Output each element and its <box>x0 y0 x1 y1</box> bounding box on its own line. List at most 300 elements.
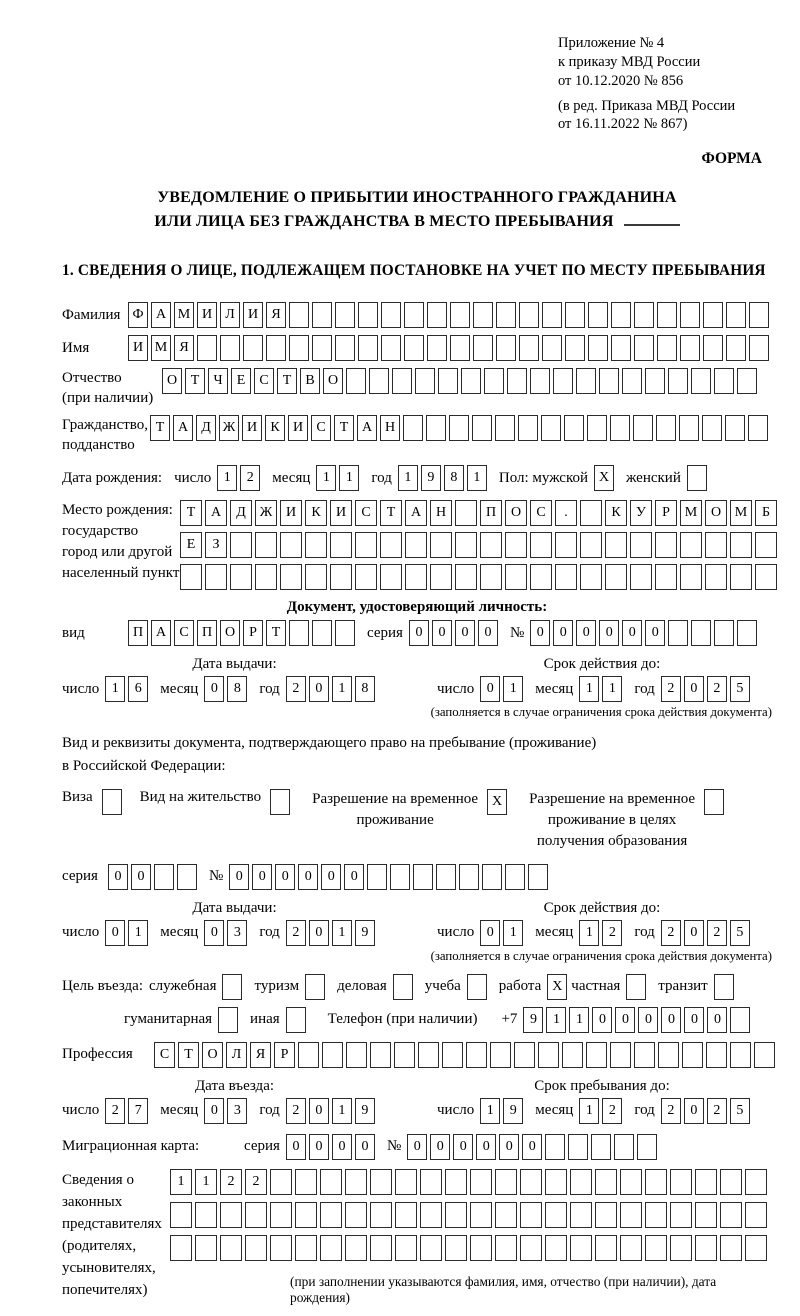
char-cell[interactable] <box>390 864 410 890</box>
char-cell[interactable]: 0 <box>105 920 125 946</box>
char-cell[interactable] <box>507 368 527 394</box>
char-cell[interactable]: Я <box>266 302 286 328</box>
char-cell[interactable] <box>472 415 492 441</box>
char-cell[interactable] <box>610 415 630 441</box>
char-cell[interactable] <box>482 864 502 890</box>
char-cell[interactable] <box>289 302 309 328</box>
char-cell[interactable] <box>737 620 757 646</box>
char-cell[interactable]: 1 <box>332 920 352 946</box>
char-cell[interactable] <box>430 532 452 558</box>
char-cell[interactable]: А <box>205 500 227 526</box>
char-cell[interactable] <box>658 1042 679 1068</box>
char-cell[interactable] <box>720 1169 742 1195</box>
char-cell[interactable] <box>455 564 477 590</box>
char-cell[interactable] <box>459 864 479 890</box>
char-cell[interactable] <box>255 532 277 558</box>
char-cell[interactable]: 2 <box>602 1098 622 1124</box>
char-cell[interactable]: X <box>547 974 567 1000</box>
char-cell[interactable]: 9 <box>503 1098 523 1124</box>
char-cell[interactable]: 1 <box>128 920 148 946</box>
char-cell[interactable] <box>670 1202 692 1228</box>
char-cell[interactable] <box>714 368 734 394</box>
char-cell[interactable] <box>748 415 768 441</box>
char-cell[interactable] <box>404 302 424 328</box>
char-cell[interactable] <box>473 302 493 328</box>
char-cell[interactable] <box>298 1042 319 1068</box>
char-cell[interactable]: 2 <box>286 1098 306 1124</box>
char-cell[interactable] <box>703 302 723 328</box>
char-cell[interactable] <box>588 302 608 328</box>
char-cell[interactable] <box>220 1235 242 1261</box>
char-cell[interactable]: 1 <box>398 465 418 491</box>
char-cell[interactable]: 2 <box>707 920 727 946</box>
char-cell[interactable] <box>381 302 401 328</box>
char-cell[interactable]: 2 <box>286 920 306 946</box>
char-cell[interactable] <box>610 1042 631 1068</box>
char-cell[interactable]: 2 <box>240 465 260 491</box>
char-cell[interactable] <box>170 1202 192 1228</box>
char-cell[interactable]: К <box>265 415 285 441</box>
char-cell[interactable]: 2 <box>707 1098 727 1124</box>
char-cell[interactable] <box>370 1169 392 1195</box>
char-cell[interactable]: 0 <box>478 620 498 646</box>
char-cell[interactable] <box>295 1169 317 1195</box>
char-cell[interactable] <box>266 335 286 361</box>
char-cell[interactable]: 0 <box>204 676 224 702</box>
char-cell[interactable] <box>725 415 745 441</box>
char-cell[interactable] <box>470 1235 492 1261</box>
char-cell[interactable] <box>312 302 332 328</box>
char-cell[interactable] <box>495 1235 517 1261</box>
char-cell[interactable]: 0 <box>332 1134 352 1160</box>
char-cell[interactable]: А <box>357 415 377 441</box>
char-cell[interactable]: 0 <box>409 620 429 646</box>
char-cell[interactable] <box>695 1169 717 1195</box>
char-cell[interactable] <box>330 564 352 590</box>
char-cell[interactable]: X <box>594 465 614 491</box>
char-cell[interactable] <box>670 1235 692 1261</box>
char-cell[interactable] <box>289 620 309 646</box>
char-cell[interactable]: 0 <box>476 1134 496 1160</box>
char-cell[interactable] <box>420 1235 442 1261</box>
char-cell[interactable]: 0 <box>661 1007 681 1033</box>
char-cell[interactable] <box>634 1042 655 1068</box>
char-cell[interactable] <box>670 1169 692 1195</box>
char-cell[interactable] <box>394 1042 415 1068</box>
char-cell[interactable] <box>749 335 769 361</box>
char-cell[interactable] <box>737 368 757 394</box>
char-cell[interactable] <box>611 302 631 328</box>
char-cell[interactable]: 0 <box>522 1134 542 1160</box>
char-cell[interactable] <box>438 368 458 394</box>
char-cell[interactable]: Т <box>150 415 170 441</box>
char-cell[interactable] <box>170 1235 192 1261</box>
char-cell[interactable]: Р <box>655 500 677 526</box>
char-cell[interactable]: Т <box>180 500 202 526</box>
char-cell[interactable]: А <box>151 302 171 328</box>
char-cell[interactable] <box>355 532 377 558</box>
char-cell[interactable]: 1 <box>546 1007 566 1033</box>
char-cell[interactable] <box>496 302 516 328</box>
char-cell[interactable] <box>755 532 777 558</box>
char-cell[interactable] <box>496 335 516 361</box>
char-cell[interactable] <box>564 415 584 441</box>
char-cell[interactable] <box>645 1235 667 1261</box>
char-cell[interactable] <box>280 532 302 558</box>
char-cell[interactable]: Т <box>380 500 402 526</box>
char-cell[interactable]: О <box>202 1042 223 1068</box>
char-cell[interactable] <box>495 1202 517 1228</box>
char-cell[interactable] <box>630 564 652 590</box>
char-cell[interactable] <box>580 500 602 526</box>
char-cell[interactable]: М <box>174 302 194 328</box>
char-cell[interactable] <box>580 564 602 590</box>
char-cell[interactable]: 2 <box>602 920 622 946</box>
char-cell[interactable]: 2 <box>220 1169 242 1195</box>
char-cell[interactable] <box>576 368 596 394</box>
char-cell[interactable]: П <box>128 620 148 646</box>
char-cell[interactable] <box>370 1202 392 1228</box>
char-cell[interactable]: 1 <box>170 1169 192 1195</box>
char-cell[interactable] <box>714 620 734 646</box>
char-cell[interactable] <box>505 564 527 590</box>
char-cell[interactable]: . <box>555 500 577 526</box>
char-cell[interactable] <box>180 564 202 590</box>
char-cell[interactable] <box>726 302 746 328</box>
char-cell[interactable]: 0 <box>298 864 318 890</box>
char-cell[interactable]: 2 <box>661 676 681 702</box>
char-cell[interactable]: 0 <box>309 1098 329 1124</box>
char-cell[interactable]: И <box>128 335 148 361</box>
char-cell[interactable] <box>637 1134 657 1160</box>
char-cell[interactable] <box>657 335 677 361</box>
char-cell[interactable]: 1 <box>467 465 487 491</box>
char-cell[interactable] <box>305 974 325 1000</box>
char-cell[interactable] <box>395 1169 417 1195</box>
char-cell[interactable] <box>605 564 627 590</box>
char-cell[interactable] <box>335 302 355 328</box>
char-cell[interactable]: С <box>154 1042 175 1068</box>
char-cell[interactable] <box>611 335 631 361</box>
char-cell[interactable] <box>154 864 174 890</box>
char-cell[interactable] <box>345 1235 367 1261</box>
char-cell[interactable]: Ж <box>255 500 277 526</box>
char-cell[interactable] <box>495 1169 517 1195</box>
char-cell[interactable]: 0 <box>204 920 224 946</box>
char-cell[interactable] <box>645 1202 667 1228</box>
char-cell[interactable]: 0 <box>480 920 500 946</box>
char-cell[interactable] <box>545 1202 567 1228</box>
char-cell[interactable] <box>480 532 502 558</box>
char-cell[interactable] <box>730 564 752 590</box>
char-cell[interactable]: 0 <box>204 1098 224 1124</box>
char-cell[interactable] <box>668 368 688 394</box>
char-cell[interactable]: 0 <box>684 1007 704 1033</box>
char-cell[interactable]: О <box>705 500 727 526</box>
char-cell[interactable] <box>595 1169 617 1195</box>
char-cell[interactable] <box>426 415 446 441</box>
char-cell[interactable]: 0 <box>592 1007 612 1033</box>
char-cell[interactable]: К <box>605 500 627 526</box>
char-cell[interactable] <box>455 532 477 558</box>
char-cell[interactable] <box>530 532 552 558</box>
char-cell[interactable] <box>461 368 481 394</box>
char-cell[interactable] <box>599 368 619 394</box>
char-cell[interactable]: 2 <box>286 676 306 702</box>
char-cell[interactable]: Д <box>230 500 252 526</box>
char-cell[interactable]: Т <box>178 1042 199 1068</box>
char-cell[interactable]: 0 <box>530 620 550 646</box>
char-cell[interactable]: Л <box>220 302 240 328</box>
char-cell[interactable] <box>230 564 252 590</box>
char-cell[interactable] <box>645 368 665 394</box>
char-cell[interactable]: 0 <box>275 864 295 890</box>
char-cell[interactable] <box>466 1042 487 1068</box>
char-cell[interactable]: 0 <box>553 620 573 646</box>
char-cell[interactable] <box>586 1042 607 1068</box>
char-cell[interactable] <box>430 564 452 590</box>
char-cell[interactable] <box>345 1169 367 1195</box>
char-cell[interactable]: Я <box>250 1042 271 1068</box>
char-cell[interactable]: Б <box>755 500 777 526</box>
char-cell[interactable]: 8 <box>355 676 375 702</box>
char-cell[interactable]: 3 <box>227 920 247 946</box>
char-cell[interactable]: 0 <box>286 1134 306 1160</box>
char-cell[interactable]: 0 <box>480 676 500 702</box>
char-cell[interactable] <box>222 974 242 1000</box>
char-cell[interactable]: О <box>162 368 182 394</box>
char-cell[interactable] <box>445 1202 467 1228</box>
char-cell[interactable] <box>703 335 723 361</box>
char-cell[interactable] <box>634 302 654 328</box>
char-cell[interactable] <box>730 1007 750 1033</box>
char-cell[interactable] <box>245 1235 267 1261</box>
char-cell[interactable] <box>591 1134 611 1160</box>
char-cell[interactable] <box>705 564 727 590</box>
char-cell[interactable] <box>687 465 707 491</box>
char-cell[interactable]: 1 <box>579 676 599 702</box>
char-cell[interactable] <box>634 335 654 361</box>
char-cell[interactable]: 9 <box>355 920 375 946</box>
char-cell[interactable]: С <box>174 620 194 646</box>
char-cell[interactable] <box>102 789 122 815</box>
char-cell[interactable] <box>195 1202 217 1228</box>
char-cell[interactable] <box>680 335 700 361</box>
char-cell[interactable] <box>730 532 752 558</box>
char-cell[interactable] <box>270 1235 292 1261</box>
char-cell[interactable]: 0 <box>684 920 704 946</box>
char-cell[interactable] <box>255 564 277 590</box>
char-cell[interactable] <box>395 1202 417 1228</box>
char-cell[interactable]: 1 <box>332 1098 352 1124</box>
char-cell[interactable]: 9 <box>421 465 441 491</box>
char-cell[interactable]: О <box>220 620 240 646</box>
char-cell[interactable]: Ч <box>208 368 228 394</box>
char-cell[interactable]: Т <box>277 368 297 394</box>
char-cell[interactable]: 0 <box>407 1134 427 1160</box>
char-cell[interactable] <box>555 532 577 558</box>
char-cell[interactable] <box>381 335 401 361</box>
char-cell[interactable] <box>289 335 309 361</box>
char-cell[interactable] <box>392 368 412 394</box>
char-cell[interactable]: И <box>197 302 217 328</box>
char-cell[interactable]: 5 <box>730 1098 750 1124</box>
char-cell[interactable] <box>519 335 539 361</box>
char-cell[interactable]: Т <box>334 415 354 441</box>
char-cell[interactable] <box>668 620 688 646</box>
char-cell[interactable] <box>177 864 197 890</box>
char-cell[interactable]: 0 <box>321 864 341 890</box>
char-cell[interactable]: 9 <box>355 1098 375 1124</box>
char-cell[interactable]: 0 <box>645 620 665 646</box>
char-cell[interactable] <box>490 1042 511 1068</box>
char-cell[interactable] <box>270 1169 292 1195</box>
char-cell[interactable] <box>230 532 252 558</box>
char-cell[interactable] <box>346 368 366 394</box>
char-cell[interactable] <box>714 974 734 1000</box>
char-cell[interactable] <box>415 368 435 394</box>
char-cell[interactable] <box>195 1235 217 1261</box>
char-cell[interactable] <box>682 1042 703 1068</box>
char-cell[interactable] <box>370 1042 391 1068</box>
char-cell[interactable] <box>626 974 646 1000</box>
char-cell[interactable]: Н <box>430 500 452 526</box>
char-cell[interactable]: Т <box>266 620 286 646</box>
char-cell[interactable]: 0 <box>576 620 596 646</box>
char-cell[interactable]: Р <box>274 1042 295 1068</box>
char-cell[interactable]: 1 <box>332 676 352 702</box>
char-cell[interactable]: 1 <box>579 1098 599 1124</box>
char-cell[interactable] <box>450 302 470 328</box>
char-cell[interactable]: 8 <box>444 465 464 491</box>
char-cell[interactable]: П <box>480 500 502 526</box>
char-cell[interactable]: 1 <box>480 1098 500 1124</box>
char-cell[interactable] <box>695 1235 717 1261</box>
char-cell[interactable] <box>745 1169 767 1195</box>
char-cell[interactable]: 0 <box>131 864 151 890</box>
char-cell[interactable] <box>427 335 447 361</box>
char-cell[interactable] <box>570 1235 592 1261</box>
char-cell[interactable] <box>520 1235 542 1261</box>
char-cell[interactable] <box>691 368 711 394</box>
char-cell[interactable] <box>205 564 227 590</box>
char-cell[interactable] <box>656 415 676 441</box>
char-cell[interactable] <box>322 1042 343 1068</box>
char-cell[interactable] <box>568 1134 588 1160</box>
char-cell[interactable] <box>380 564 402 590</box>
char-cell[interactable] <box>545 1169 567 1195</box>
char-cell[interactable] <box>645 1169 667 1195</box>
char-cell[interactable] <box>518 415 538 441</box>
char-cell[interactable] <box>286 1007 306 1033</box>
char-cell[interactable] <box>702 415 722 441</box>
char-cell[interactable]: 0 <box>344 864 364 890</box>
char-cell[interactable] <box>519 302 539 328</box>
char-cell[interactable]: А <box>151 620 171 646</box>
char-cell[interactable] <box>455 500 477 526</box>
char-cell[interactable] <box>655 564 677 590</box>
char-cell[interactable]: 0 <box>638 1007 658 1033</box>
char-cell[interactable]: Н <box>380 415 400 441</box>
char-cell[interactable] <box>505 864 525 890</box>
char-cell[interactable] <box>355 564 377 590</box>
char-cell[interactable] <box>570 1169 592 1195</box>
char-cell[interactable]: 1 <box>217 465 237 491</box>
char-cell[interactable]: З <box>205 532 227 558</box>
char-cell[interactable]: 1 <box>579 920 599 946</box>
char-cell[interactable]: 1 <box>195 1169 217 1195</box>
char-cell[interactable] <box>413 864 433 890</box>
char-cell[interactable]: 0 <box>252 864 272 890</box>
char-cell[interactable] <box>720 1202 742 1228</box>
char-cell[interactable]: Т <box>185 368 205 394</box>
char-cell[interactable] <box>445 1169 467 1195</box>
char-cell[interactable]: 0 <box>455 620 475 646</box>
char-cell[interactable]: А <box>405 500 427 526</box>
char-cell[interactable]: С <box>355 500 377 526</box>
char-cell[interactable]: 5 <box>730 920 750 946</box>
char-cell[interactable] <box>565 302 585 328</box>
char-cell[interactable] <box>243 335 263 361</box>
char-cell[interactable] <box>345 1202 367 1228</box>
char-cell[interactable]: Ж <box>219 415 239 441</box>
char-cell[interactable] <box>450 335 470 361</box>
char-cell[interactable]: 0 <box>430 1134 450 1160</box>
char-cell[interactable]: М <box>730 500 752 526</box>
char-cell[interactable] <box>595 1235 617 1261</box>
char-cell[interactable] <box>528 864 548 890</box>
char-cell[interactable]: С <box>254 368 274 394</box>
char-cell[interactable]: 0 <box>707 1007 727 1033</box>
char-cell[interactable] <box>436 864 456 890</box>
char-cell[interactable]: И <box>288 415 308 441</box>
char-cell[interactable] <box>705 532 727 558</box>
char-cell[interactable]: А <box>173 415 193 441</box>
char-cell[interactable] <box>495 415 515 441</box>
char-cell[interactable]: 0 <box>309 920 329 946</box>
char-cell[interactable]: 2 <box>105 1098 125 1124</box>
char-cell[interactable] <box>553 368 573 394</box>
char-cell[interactable] <box>320 1169 342 1195</box>
char-cell[interactable]: Е <box>231 368 251 394</box>
char-cell[interactable] <box>745 1202 767 1228</box>
char-cell[interactable] <box>514 1042 535 1068</box>
char-cell[interactable] <box>480 564 502 590</box>
char-cell[interactable]: П <box>197 620 217 646</box>
char-cell[interactable] <box>442 1042 463 1068</box>
char-cell[interactable]: 0 <box>615 1007 635 1033</box>
char-cell[interactable] <box>245 1202 267 1228</box>
char-cell[interactable] <box>730 1042 751 1068</box>
char-cell[interactable]: И <box>280 500 302 526</box>
char-cell[interactable] <box>295 1235 317 1261</box>
char-cell[interactable] <box>541 415 561 441</box>
char-cell[interactable] <box>620 1169 642 1195</box>
char-cell[interactable] <box>369 368 389 394</box>
char-cell[interactable]: В <box>300 368 320 394</box>
char-cell[interactable] <box>320 1202 342 1228</box>
char-cell[interactable] <box>706 1042 727 1068</box>
char-cell[interactable] <box>754 1042 775 1068</box>
char-cell[interactable] <box>630 532 652 558</box>
char-cell[interactable]: Л <box>226 1042 247 1068</box>
char-cell[interactable] <box>427 302 447 328</box>
char-cell[interactable] <box>312 620 332 646</box>
char-cell[interactable] <box>691 620 711 646</box>
char-cell[interactable] <box>580 532 602 558</box>
char-cell[interactable] <box>588 335 608 361</box>
char-cell[interactable] <box>218 1007 238 1033</box>
